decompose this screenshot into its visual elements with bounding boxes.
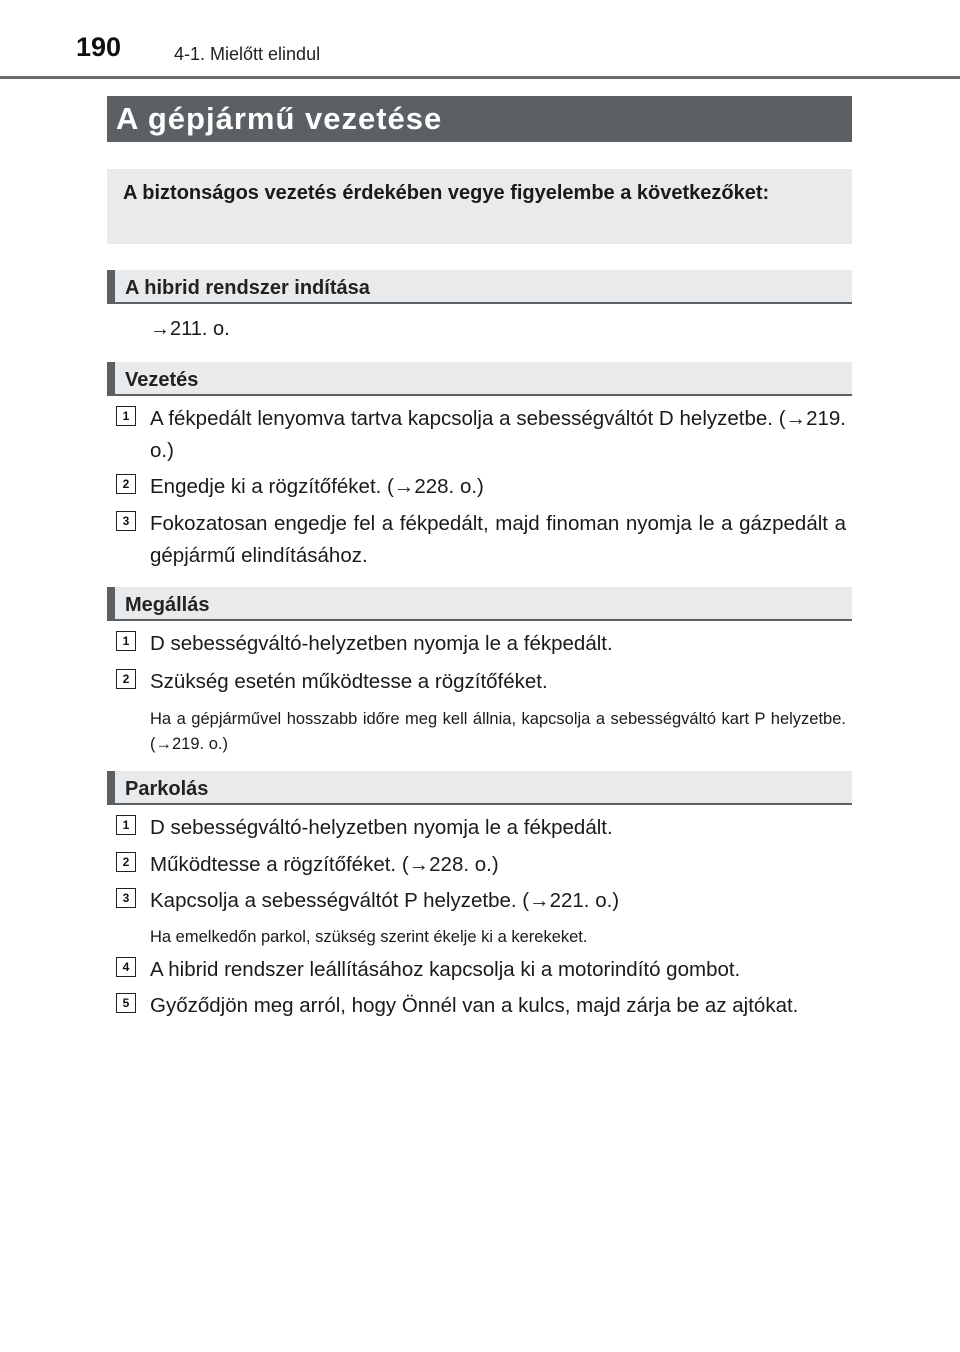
- section-marker: [107, 270, 115, 302]
- section-heading-stopping: [107, 587, 852, 621]
- intro-text: A biztonságos vezetés érdekében vegye figyelembe a következőket:: [123, 182, 770, 204]
- intro-box: [107, 169, 852, 244]
- step-number: 1: [116, 406, 136, 426]
- step-number: 1: [116, 631, 136, 651]
- section-heading-label: Vezetés: [125, 369, 199, 391]
- step-text: A hibrid rendszer leállításához kapcsolja ki a motorindító gombot.: [150, 958, 741, 981]
- section-marker: [107, 771, 115, 803]
- chapter-title: 4-1. Mielőtt elindul: [174, 44, 321, 64]
- section-heading-label: Parkolás: [125, 778, 209, 800]
- step-number: 2: [116, 474, 136, 494]
- step-number: 1: [116, 815, 136, 835]
- step-text: Szükség esetén működtesse a rögzítőféket.: [150, 670, 548, 693]
- section-heading-label: Megállás: [125, 594, 210, 616]
- step-text: Működtesse a rögzítőféket. (→228. o.): [150, 853, 499, 876]
- step-text: D sebességváltó-helyzetben nyomja le a fékpedált.: [150, 632, 613, 655]
- section-reference: →211. o.: [150, 318, 230, 340]
- step-number: 5: [116, 993, 136, 1013]
- step-number: 2: [116, 852, 136, 872]
- step-text: D sebességváltó-helyzetben nyomja le a fékpedált.: [150, 816, 613, 839]
- section-heading-driving: [107, 362, 852, 396]
- step-text: Engedje ki a rögzítőféket. (→228. o.): [150, 475, 484, 498]
- page-header: [0, 0, 960, 80]
- section-marker: [107, 362, 115, 394]
- step-text: Kapcsolja a sebességváltót P helyzetbe. (→221. o.): [150, 889, 620, 912]
- page-title-band: [107, 96, 852, 142]
- section-heading-hybrid-start: [107, 270, 852, 304]
- step-text: A fékpedált lenyomva tartva kapcsolja a sebességváltót D helyzetbe. (→219. o.): [150, 407, 846, 462]
- step-number: 3: [116, 888, 136, 908]
- step-text: Győződjön meg arról, hogy Önnél van a kulcs, majd zárja be az ajtókat.: [150, 994, 799, 1017]
- step-number: 3: [116, 511, 136, 531]
- note-text: Ha emelkedőn parkol, szükség szerint ékelje ki a kerekeket.: [150, 928, 588, 946]
- note-text: Ha a gépjárművel hosszabb időre meg kell állnia, kapcsolja a sebességváltó kart P helyzetbe. (→219. o.): [150, 710, 846, 753]
- section-marker: [107, 587, 115, 619]
- page-title: A gépjármű vezetése: [116, 101, 443, 136]
- step-number: 2: [116, 669, 136, 689]
- header-divider: [0, 76, 960, 79]
- step-number: 4: [116, 957, 136, 977]
- section-heading-label: A hibrid rendszer indítása: [125, 277, 370, 299]
- page-number: 190: [76, 32, 122, 62]
- step-text: Fokozatosan engedje fel a fékpedált, majd finoman nyomja le a gázpedált a gépjármű elindításához.: [150, 512, 846, 567]
- section-heading-parking: [107, 771, 852, 805]
